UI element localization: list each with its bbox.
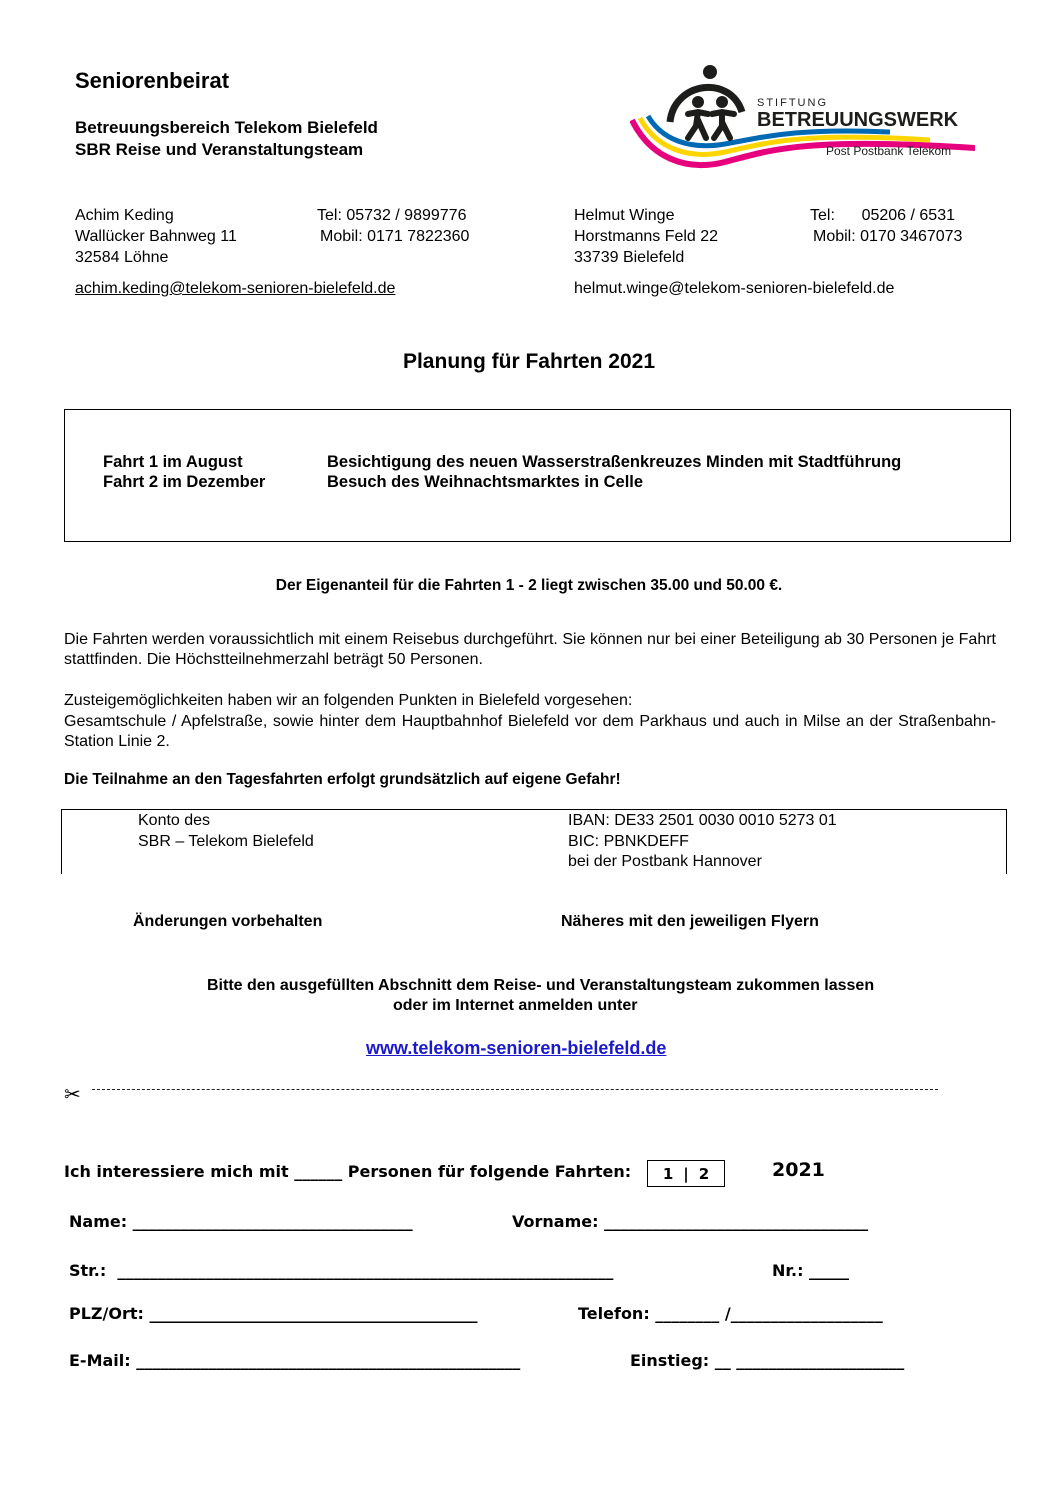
org-subtitle-2: SBR Reise und Veranstaltungsteam (75, 140, 364, 159)
contact-2-mobil: Mobil: 0170 3467073 (813, 228, 963, 245)
contact-2-city: 33739 Bielefeld (574, 249, 685, 266)
logo-big-text: BETREUUNGSWERK (757, 109, 959, 131)
plz-ort-field[interactable]: PLZ/Ort: _________________________________________ (69, 1304, 478, 1323)
contact-1-name: Achim Keding (75, 207, 174, 224)
contact-1-tel: Tel: 05732 / 9899776 (317, 207, 467, 224)
trip-2-desc: Besuch des Weihnachtsmarktes in Celle (327, 473, 644, 491)
bank-name: bei der Postbank Hannover (568, 853, 762, 870)
dashed-separator (92, 1089, 938, 1090)
bank-iban: IBAN: DE33 2501 0030 0010 5273 01 (568, 812, 837, 829)
einstieg-field[interactable]: Einstieg: __ _____________________ (630, 1351, 905, 1370)
contact-1-email-link[interactable]: achim.keding@telekom-senioren-bielefeld.de (75, 280, 396, 297)
scissors-icon: ✂ (64, 1086, 81, 1106)
form-year: 2021 (772, 1159, 825, 1181)
contact-2-tel: Tel: 05206 / 6531 (810, 207, 955, 224)
trip-2-label: Fahrt 2 im Dezember (103, 473, 266, 491)
street-field[interactable]: Str.: ______________________________________________________________ (69, 1261, 614, 1280)
submit-note-1: Bitte den ausgefüllten Abschnitt dem Reise- und Veranstaltungsteam zukommen lassen (207, 977, 875, 994)
contact-2-street: Horstmanns Feld 22 (574, 228, 719, 245)
risk-note: Die Teilnahme an den Tagesfahrten erfolgt grundsätzlich auf eigene Gefahr! (64, 771, 621, 788)
logo-sub-text: Post Postbank Telekom (826, 144, 952, 158)
email-field[interactable]: E-Mail: ________________________________________________ (69, 1351, 521, 1370)
house-number-field[interactable]: Nr.: _____ (772, 1261, 850, 1280)
website-link[interactable]: www.telekom-senioren-bielefeld.de (366, 1038, 667, 1058)
trip-1-label: Fahrt 1 im August (103, 453, 243, 471)
trip-separator: | (683, 1164, 689, 1183)
interest-line[interactable]: Ich interessiere mich mit ______ Personen für folgende Fahrten: (64, 1162, 632, 1181)
cost-note: Der Eigenanteil für die Fahrten 1 - 2 liegt zwischen 35.00 und 50.00 €. (275, 577, 783, 594)
betreuungswerk-logo-graphic (630, 62, 975, 182)
bank-account-holder: SBR – Telekom Bielefeld (138, 833, 314, 850)
contact-1-city: 32584 Löhne (75, 249, 169, 266)
cut-line (64, 1086, 944, 1106)
vorname-field[interactable]: Vorname: _________________________________ (512, 1212, 869, 1231)
trip-option-1[interactable]: 1 (662, 1164, 674, 1183)
contact-2-email: helmut.winge@telekom-senioren-bielefeld.de (574, 280, 895, 297)
org-subtitle-1: Betreuungsbereich Telekom Bielefeld (75, 118, 378, 137)
bank-bic: BIC: PBNKDEFF (568, 833, 689, 850)
contact-1-mobil: Mobil: 0171 7822360 (320, 228, 470, 245)
paragraph-pickup-points: Gesamtschule / Apfelstraße, sowie hinter dem Hauptbahnhof Bielefeld vor dem Parkhaus und auch in Milse an der Straßenbahn-Station Linie 2. (64, 713, 996, 750)
paragraph-pickup-intro: Zusteigemöglichkeiten haben wir an folgenden Punkten in Bielefeld vorgesehen: (64, 692, 633, 709)
org-title: Seniorenbeirat (75, 68, 230, 93)
flyer-note: Näheres mit den jeweiligen Flyern (561, 913, 819, 930)
trip-option-2[interactable]: 2 (698, 1164, 710, 1183)
contact-2-name: Helmut Winge (574, 207, 675, 224)
trip-selection-box[interactable] (647, 1160, 725, 1187)
paragraph-bus: Die Fahrten werden voraussichtlich mit einem Reisebus durchgeführt. Sie können nur bei einer Beteiligung ab 30 Personen je Fahrt stattfinden. Die Höchstteilnehmerzahl beträgt 50 Personen. (64, 631, 996, 668)
bank-account-label: Konto des (138, 812, 211, 829)
logo (630, 62, 975, 182)
logo-small-text: STIFTUNG (757, 97, 828, 109)
changes-note: Änderungen vorbehalten (133, 913, 323, 930)
contact-1-street: Wallücker Bahnweg 11 (75, 228, 237, 245)
name-field[interactable]: Name: ___________________________________ (69, 1212, 413, 1231)
telefon-field[interactable]: Telefon: ________ /___________________ (578, 1304, 883, 1323)
planning-title: Planung für Fahrten 2021 (402, 350, 656, 373)
submit-note-2: oder im Internet anmelden unter (393, 997, 638, 1014)
trip-1-desc: Besichtigung des neuen Wasserstraßenkreuzes Minden mit Stadtführung (327, 453, 902, 471)
